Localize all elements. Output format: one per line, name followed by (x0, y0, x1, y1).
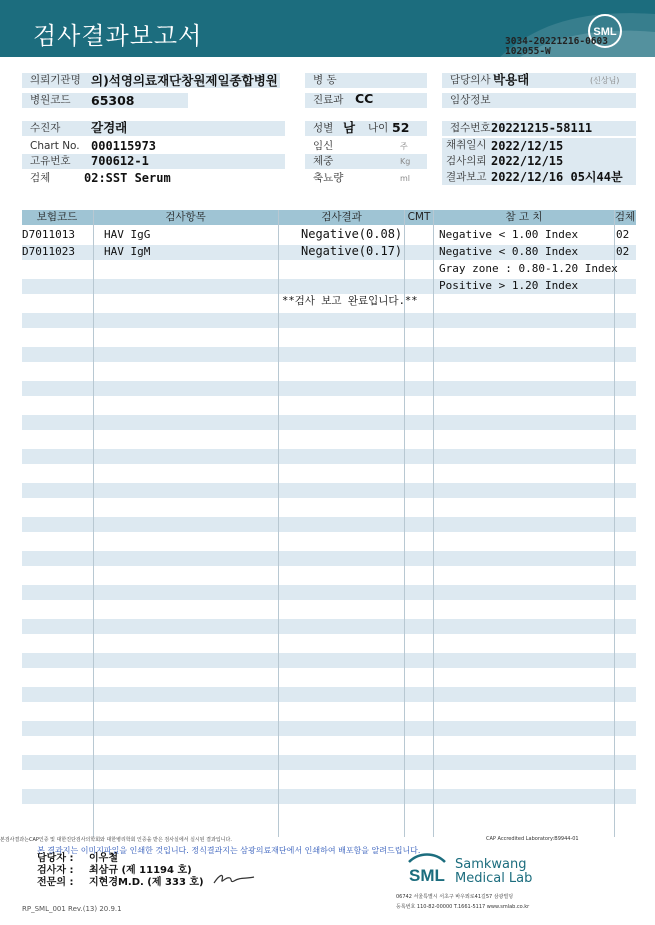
table-row-band (22, 313, 636, 328)
report-date-label: 결과보고 (446, 171, 487, 183)
table-row-band (22, 585, 636, 600)
specialist-signature (212, 870, 257, 886)
row2-result: Negative(0.17) (301, 244, 403, 258)
row2-item: HAV IgM (104, 245, 151, 258)
pregnancy-label: 임신 (313, 140, 334, 152)
table-row-band (22, 517, 636, 532)
reference-gray-zone: Gray zone : 0.80-1.20 Index (439, 262, 618, 275)
column-divider (278, 210, 279, 837)
column-divider (93, 210, 94, 837)
weight-label: 체중 (305, 154, 427, 169)
pregnancy-unit: 주 (400, 142, 408, 151)
chart-no-label: Chart No. (30, 140, 80, 152)
lab-name-line2: Medical Lab (455, 871, 533, 886)
examiner-label: 검사자 : (37, 865, 74, 876)
row2-specimen: 02 (616, 245, 630, 258)
ward-label: 병 동 (305, 73, 427, 88)
document-number-line1: 3034-20221216-0603 (505, 36, 608, 47)
row1-result: Negative(0.08) (301, 227, 403, 241)
institution-value: 의)석영의료재단창원제일종합병원 (91, 73, 278, 88)
patient-label: 수진자 (22, 121, 285, 136)
request-date-value: 2022/12/15 (491, 154, 564, 168)
col-header-cmt: CMT (407, 211, 431, 223)
table-row-band (22, 415, 636, 430)
age-label: 나이 (368, 122, 389, 134)
weight-unit: Kg (400, 157, 411, 166)
table-row-band (22, 381, 636, 396)
sml-lab-logo-text: SML (409, 866, 445, 885)
specimen-label: 검체 (30, 172, 51, 184)
svg-text:SML: SML (593, 26, 617, 38)
lab-address: 06742 서울특별시 서초구 바우뫼로41길57 삼광빌딩 (396, 894, 514, 900)
document-number (505, 37, 608, 57)
hospital-code-value: 65308 (91, 93, 135, 108)
specialist-value: 지현경M.D. (제 333 호) (89, 877, 204, 888)
table-row-band (22, 483, 636, 498)
sex-label: 성별 (305, 121, 427, 136)
row1-code: D7011013 (22, 228, 75, 241)
row2-reference: Negative < 0.80 Index (439, 245, 579, 258)
col-header-reference: 참 고 치 (505, 211, 543, 223)
receipt-no-label: 접수번호 (442, 121, 636, 136)
table-row-band (22, 347, 636, 362)
doctor-value: 박용태 (493, 72, 530, 87)
department-value: CC (355, 91, 374, 106)
lab-name-line1: Samkwang (455, 857, 527, 872)
cap-accreditation-note: CAP Accredited Laboratory:B9944-01 (486, 836, 579, 842)
department-label: 진료과 (305, 93, 427, 108)
lab-contact: 등록번호 110-82-00000 T.1661-5117 www.smlab.co.kr (396, 904, 530, 910)
table-row-band (22, 687, 636, 702)
form-code: RP_SML_001 Rev.(13) 20.9.1 (22, 905, 122, 913)
collection-date-value: 2022/12/15 (491, 139, 564, 153)
chart-no-value: 000115973 (91, 139, 157, 153)
lab-name (455, 858, 532, 886)
row1-specimen: 02 (616, 228, 630, 241)
accreditation-fine-print: 본검사결과는CAP인증 및 대한진단검사의학회와 대한병리학회 인증을 받은 검사실에서 실시된 결과입니다. (0, 837, 232, 843)
sex-value: 남 (343, 120, 356, 135)
specialist-label: 전문의 : (37, 877, 74, 888)
col-header-specimen: 검체 (614, 211, 636, 223)
col-header-code: 보험코드 (36, 211, 78, 223)
table-row-band (22, 721, 636, 736)
sml-lab-logo-icon (405, 852, 449, 888)
reference-positive: Positive > 1.20 Index (439, 279, 579, 292)
image-copy-warning: 본 결과지는 이미지파일을 인쇄한 것입니다. 정식결과지는 삼광의료재단에서 인쇄하여 배포함을 알려드립니다. (37, 846, 421, 855)
row2-code: D7011023 (22, 245, 75, 258)
collection-date-label: 채취일시 (446, 139, 487, 151)
table-row-band (22, 755, 636, 770)
document-number-line2: 102055-W (505, 46, 551, 57)
table-row-band (22, 789, 636, 804)
doctor-label: 담당의사 (442, 73, 636, 88)
row1-item: HAV IgG (104, 228, 151, 241)
unique-no-value: 700612-1 (91, 154, 149, 168)
urine-volume-label: 축뇨량 (313, 172, 344, 184)
handler-label: 담당자 : (37, 853, 74, 864)
patient-value: 갈경래 (91, 120, 128, 135)
table-row-band (22, 551, 636, 566)
column-divider (433, 210, 434, 837)
hospital-code-label: 병원코드 (22, 93, 188, 108)
table-row-band (22, 653, 636, 668)
column-divider (614, 210, 615, 837)
doctor-note: (신상님) (590, 76, 620, 85)
table-row-band (22, 449, 636, 464)
handler-value: 이우철 (89, 853, 118, 864)
examiner-value: 최삼규 (제 11194 호) (89, 865, 192, 876)
table-row-band (22, 619, 636, 634)
clinical-info-label: 임상정보 (442, 93, 636, 108)
institution-label: 의뢰기관명 (22, 73, 280, 88)
unique-no-label: 고유번호 (22, 154, 285, 169)
report-title: 검사결과보고서 (33, 22, 203, 50)
urine-volume-unit: ml (400, 174, 411, 183)
col-header-item: 검사항목 (165, 211, 206, 223)
request-date-label: 검사의뢰 (446, 155, 487, 167)
row1-reference: Negative < 1.00 Index (439, 228, 579, 241)
report-date-value: 2022/12/16 05시44분 (491, 170, 623, 184)
age-value: 52 (392, 120, 410, 135)
specimen-value: 02:SST Serum (84, 171, 171, 185)
report-complete-note: **검사 보고 완료입니다.** (282, 295, 418, 307)
receipt-no-value: 20221215-58111 (491, 121, 593, 135)
col-header-result: 검사결과 (321, 211, 362, 223)
